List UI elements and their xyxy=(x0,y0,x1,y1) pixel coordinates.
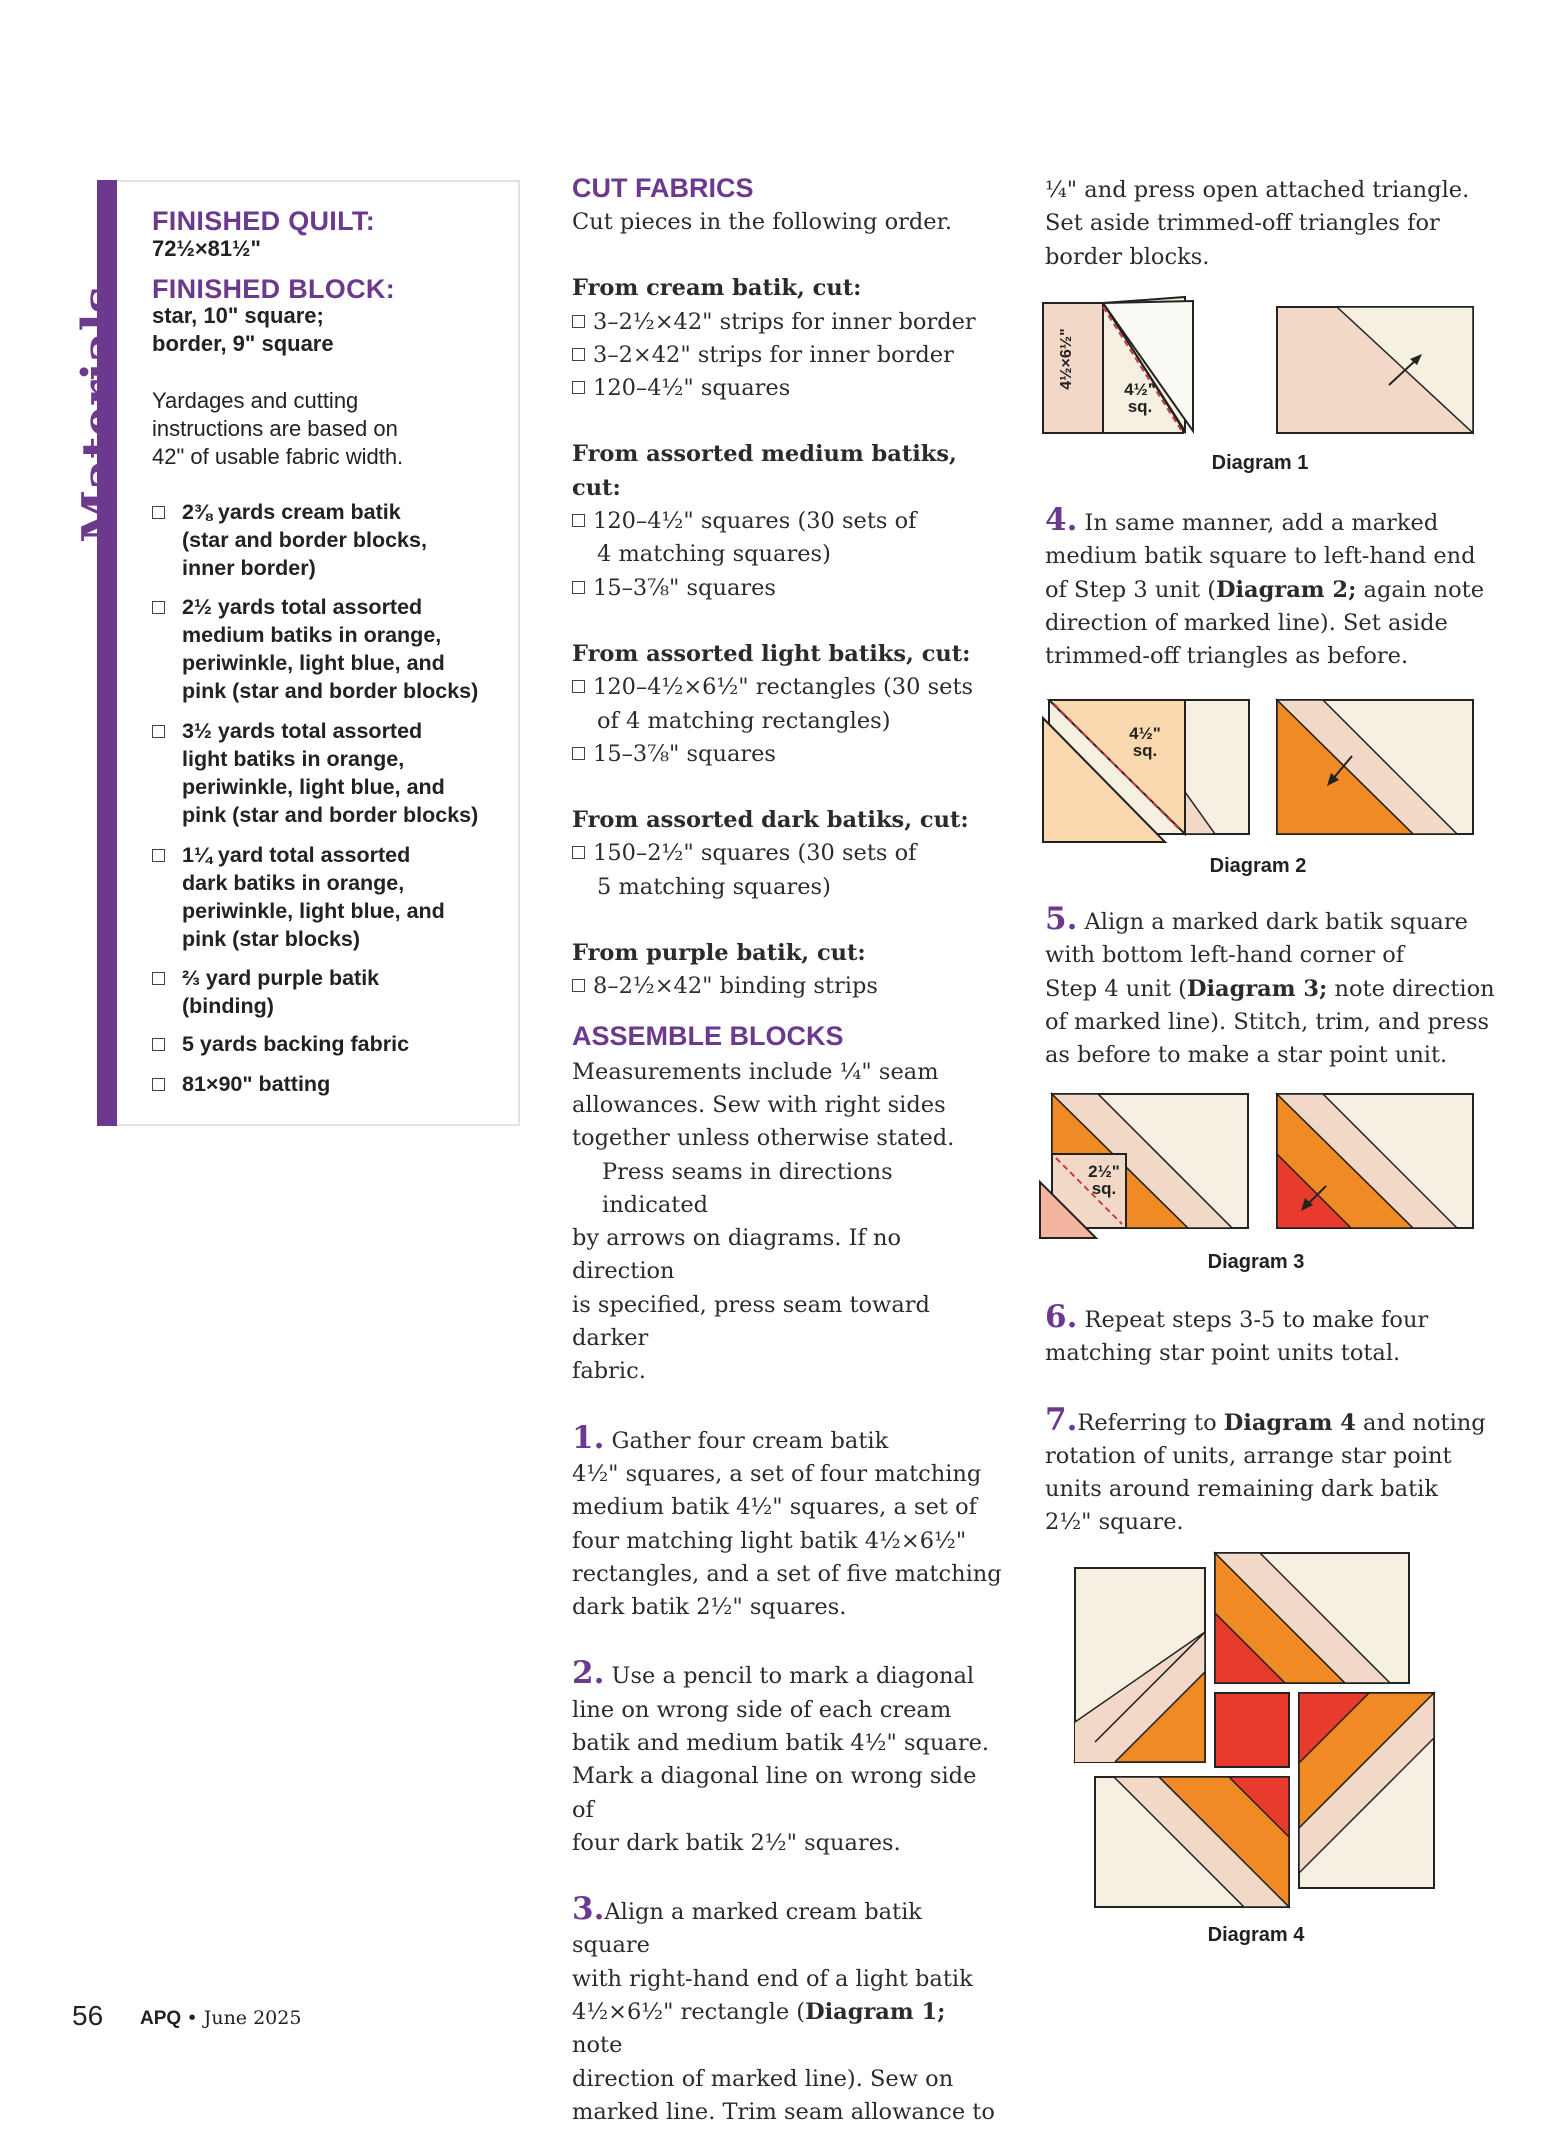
yardage-note: instructions are based on xyxy=(152,416,398,441)
step-text: medium batik square to left-hand end xyxy=(1045,543,1476,570)
step-text: with bottom left-hand corner of xyxy=(1045,942,1405,969)
checkbox-icon xyxy=(152,725,165,738)
cut-line: 120–4½×6½" rectangles (30 sets xyxy=(572,671,1002,704)
d1-rect-label: 4½×6½" xyxy=(1058,328,1075,390)
step-text: border blocks. xyxy=(1045,243,1210,270)
step-text: matching star point units total. xyxy=(1045,1340,1401,1367)
step-text: direction of marked line). Sew on xyxy=(572,2065,954,2092)
diagram-1-label: Diagram 1 xyxy=(1211,452,1309,474)
diagram-1 xyxy=(1040,293,1480,443)
step-text: rotation of units, arrange star point xyxy=(1045,1442,1452,1469)
step-2: 2. Use a pencil to mark a diagonal xyxy=(572,1655,975,1692)
assemble-heading: ASSEMBLE BLOCKS xyxy=(572,1020,844,1051)
step-text: ¼" and press open attached triangle. xyxy=(1045,177,1470,203)
finished-block-heading: FINISHED BLOCK: xyxy=(152,274,395,304)
checkbox-icon xyxy=(572,979,585,992)
diagram-2 xyxy=(1040,692,1480,847)
checkbox-icon xyxy=(572,680,585,693)
diagram-4-label: Diagram 4 xyxy=(1207,1924,1305,1946)
cut-line: 8–2½×42" binding strips xyxy=(572,970,1002,1003)
cut-fabrics-heading: CUT FABRICS xyxy=(572,173,754,203)
finished-quilt-heading: FINISHED QUILT: xyxy=(152,206,375,236)
finished-quilt-value: 72½×81½" xyxy=(152,236,261,261)
step-3: 3.Align a marked cream batik square xyxy=(572,1891,922,1959)
step-text: medium batik 4½" squares, a set of xyxy=(572,1494,977,1521)
cut-line-cont: of 4 matching rectangles) xyxy=(597,707,891,734)
step-text: with right-hand end of a light batik xyxy=(572,1965,973,1992)
cut-line: 15–3⅞" squares xyxy=(572,738,1002,771)
checkbox-icon xyxy=(152,1038,165,1051)
step-text: units around remaining dark batik xyxy=(1045,1476,1438,1503)
cut-line: 3–2½×42" strips for inner border xyxy=(572,306,1002,339)
checkbox-icon xyxy=(152,601,165,614)
step-text: as before to make a star point unit. xyxy=(1045,1042,1448,1069)
step-text: Set aside trimmed-off triangles for xyxy=(1045,210,1440,237)
step-text: trimmed-off triangles as before. xyxy=(1045,643,1409,670)
step-text: batik and medium batik 4½" square. xyxy=(572,1729,990,1756)
cream-cut-heading: From cream batik, cut: xyxy=(572,275,862,302)
d3-square-label: 2½" sq. xyxy=(1088,1162,1120,1198)
column-3-top xyxy=(1045,174,1515,274)
checkbox-icon xyxy=(572,581,585,594)
d1-square-label: 4½" sq. xyxy=(1124,380,1156,416)
step-text: of marked line). Stitch, trim, and press xyxy=(1045,1008,1490,1035)
diagram-3-label: Diagram 3 xyxy=(1207,1251,1305,1273)
checkbox-icon xyxy=(572,315,585,328)
materials-side-label: Materials xyxy=(72,286,128,543)
yardage-note: 42" of usable fabric width. xyxy=(152,444,404,469)
diagram-4 xyxy=(1070,1548,1440,1910)
checkbox-icon xyxy=(572,348,585,361)
step-text: direction of marked line). Set aside xyxy=(1045,609,1448,636)
step-text: rectangles, and a set of five matching xyxy=(572,1560,1002,1587)
cut-line: 150–2½" squares (30 sets of xyxy=(572,837,1002,870)
assemble-text: fabric. xyxy=(572,1358,646,1385)
cut-line: 120–4½" squares (30 sets of xyxy=(572,505,1002,538)
light-cut-heading: From assorted light batiks, cut: xyxy=(572,640,971,667)
step-text: 4½" squares, a set of four matching xyxy=(572,1460,982,1487)
step-4: 4. In same manner, add a marked medium batik square to left-hand end of Step 3 unit (Diagram 2; again note direction of marked line). Set aside trimmed-off triangles as before. xyxy=(1045,504,1515,673)
cut-line: 15–3⅞" squares xyxy=(572,572,1002,605)
step-text: marked line. Trim seam allowance to xyxy=(572,2098,995,2125)
checkbox-icon xyxy=(152,506,165,519)
step-text: 2½" square. xyxy=(1045,1509,1184,1536)
step-1: 1. Gather four cream batik xyxy=(572,1419,889,1456)
step-text: four dark batik 2½" squares. xyxy=(572,1829,901,1856)
checkbox-icon xyxy=(572,747,585,760)
step-text: dark batik 2½" squares. xyxy=(572,1594,847,1621)
cut-line: 120–4½" squares xyxy=(572,372,1002,405)
cut-line-cont: 5 matching squares) xyxy=(597,873,831,900)
checkbox-icon xyxy=(572,381,585,394)
d2-square-label: 4½" sq. xyxy=(1129,724,1161,760)
assemble-text: by arrows on diagrams. If no direction xyxy=(572,1225,902,1285)
checkbox-icon xyxy=(572,514,585,527)
finished-block-line: star, 10" square; xyxy=(152,303,324,328)
assemble-text: allowances. Sew with right sides xyxy=(572,1091,946,1118)
cut-line: 3–2×42" strips for inner border xyxy=(572,339,1002,372)
checkbox-icon xyxy=(572,846,585,859)
medium-cut-heading: From assorted medium batiks, cut: xyxy=(572,441,957,501)
checkbox-icon xyxy=(152,849,165,862)
yardage-note: Yardages and cutting xyxy=(152,388,359,413)
step-text: 4½×6½" rectangle (Diagram 1; note xyxy=(572,1999,946,2059)
assemble-text: is specified, press seam toward darker xyxy=(572,1291,930,1352)
dark-cut-heading: From assorted dark batiks, cut: xyxy=(572,807,969,834)
step-6-7: 6. Repeat steps 3-5 to make four matching star point units total. 7.Referring to Diagram 4 and noting rotation of units, arrange star point units around remaining dark batik 2½" square. xyxy=(1045,1301,1515,1540)
cut-fabrics-column xyxy=(572,170,1002,2129)
checkbox-icon xyxy=(152,1078,165,1091)
step-5: 5. Align a marked dark batik square with bottom left-hand corner of Step 4 unit (Diagram 3; note direction of marked line). Stitch, trim, and press as before to make a star point unit. xyxy=(1045,903,1515,1072)
footer-issue: APQ • June 2025 xyxy=(140,2007,302,2029)
assemble-text: Measurements include ¼" seam xyxy=(572,1058,939,1085)
assemble-text: Press seams in directions indicated xyxy=(602,1158,893,1218)
cut-intro: Cut pieces in the following order. xyxy=(572,209,953,235)
page-number: 56 xyxy=(72,2000,104,2031)
assemble-text: together unless otherwise stated. xyxy=(572,1125,955,1152)
diagram-2-label: Diagram 2 xyxy=(1209,855,1307,877)
checkbox-icon xyxy=(152,972,165,985)
step-text: Mark a diagonal line on wrong side of xyxy=(572,1763,977,1823)
purple-cut-heading: From purple batik, cut: xyxy=(572,940,866,967)
cut-line-cont: 4 matching squares) xyxy=(597,541,831,568)
finished-block-line: border, 9" square xyxy=(152,331,334,356)
step-text: four matching light batik 4½×6½" xyxy=(572,1527,967,1554)
center-square xyxy=(1215,1693,1289,1767)
step-text: line on wrong side of each cream xyxy=(572,1696,952,1723)
